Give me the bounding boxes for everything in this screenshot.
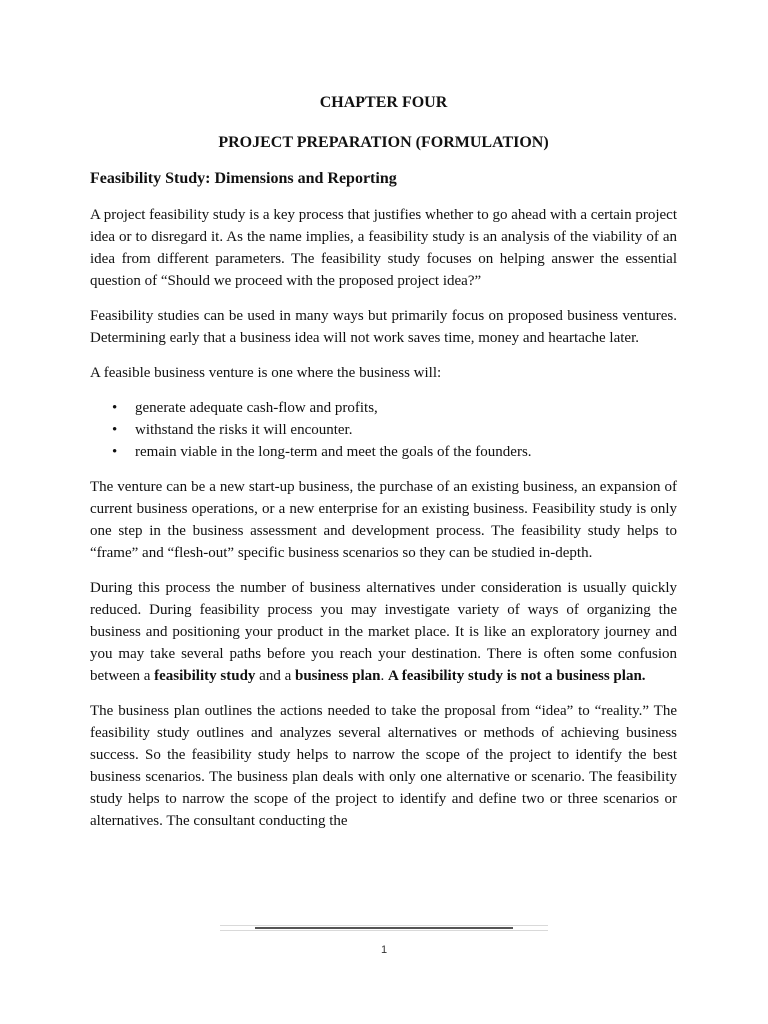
paragraph-5-text: and a	[255, 668, 295, 684]
document-page	[90, 92, 677, 845]
list-item-text: remain viable in the long-term and meet the goals of the founders.	[135, 444, 532, 460]
bullet-icon: •	[112, 400, 118, 416]
section-title: PROJECT PREPARATION (FORMULATION)	[218, 134, 549, 151]
paragraph-2: Feasibility studies can be used in many ways but primarily focus on proposed business ventures. Determining early that a business idea will not work saves time, money and heartache later.	[90, 308, 677, 346]
paragraph-5-text: .	[380, 668, 388, 684]
bold-statement: A feasibility study is not a business plan.	[387, 668, 646, 684]
bullet-icon: •	[112, 444, 118, 460]
list-item	[90, 419, 677, 441]
footer-divider	[220, 925, 548, 932]
chapter-heading: CHAPTER FOUR	[319, 94, 448, 111]
page-number: 1	[380, 944, 388, 956]
paragraph-3: A feasible business venture is one where the business will:	[90, 365, 442, 381]
list-item-text: generate adequate cash-flow and profits,	[135, 400, 378, 416]
list-item	[90, 397, 677, 419]
bold-term-business-plan: business plan	[294, 668, 381, 684]
list-item-text: withstand the risks it will encounter.	[135, 422, 353, 438]
paragraph-5-text: During this process the number of business alternatives under consideration is usually quickly reduced. During feasibility process you may investigate variety of ways of organizing the business and positioning your product in the market place. It is like an exploratory journey and you may take several paths before you reach your destination. There is often some confusion between a	[90, 580, 677, 684]
paragraph-1: A project feasibility study is a key process that justifies whether to go ahead with a certain project idea or to disregard it. As the name implies, a feasibility study is an analysis of the viability of an idea from different parameters. The feasibility study focuses on helping answer the essential question of “Should we proceed with the proposed project idea?”	[90, 207, 677, 289]
bold-term-feasibility-study: feasibility study	[154, 668, 256, 684]
subheading: Feasibility Study: Dimensions and Reporting	[90, 170, 397, 187]
list-item	[90, 441, 677, 463]
bullet-icon: •	[112, 422, 118, 438]
bullet-list	[90, 397, 677, 463]
paragraph-6: The business plan outlines the actions needed to take the proposal from “idea” to “reality.” The feasibility study outlines and analyzes several alternatives or methods of achieving business success. So the feasibility study helps to narrow the scope of the project to identify the best business scenarios. The business plan deals with only one alternative or scenario. The feasibility study helps to narrow the scope of the project to identify and define two or three scenarios or alternatives. The consultant conducting the	[90, 703, 677, 829]
paragraph-4: The venture can be a new start-up business, the purchase of an existing business, an expansion of current business operations, or a new enterprise for an existing business. Feasibility study is only one step in the business assessment and development process. The feasibility study helps to “frame” and “flesh-out” specific business scenarios so they can be studied in-depth.	[90, 479, 677, 561]
paragraph-5	[90, 577, 677, 687]
